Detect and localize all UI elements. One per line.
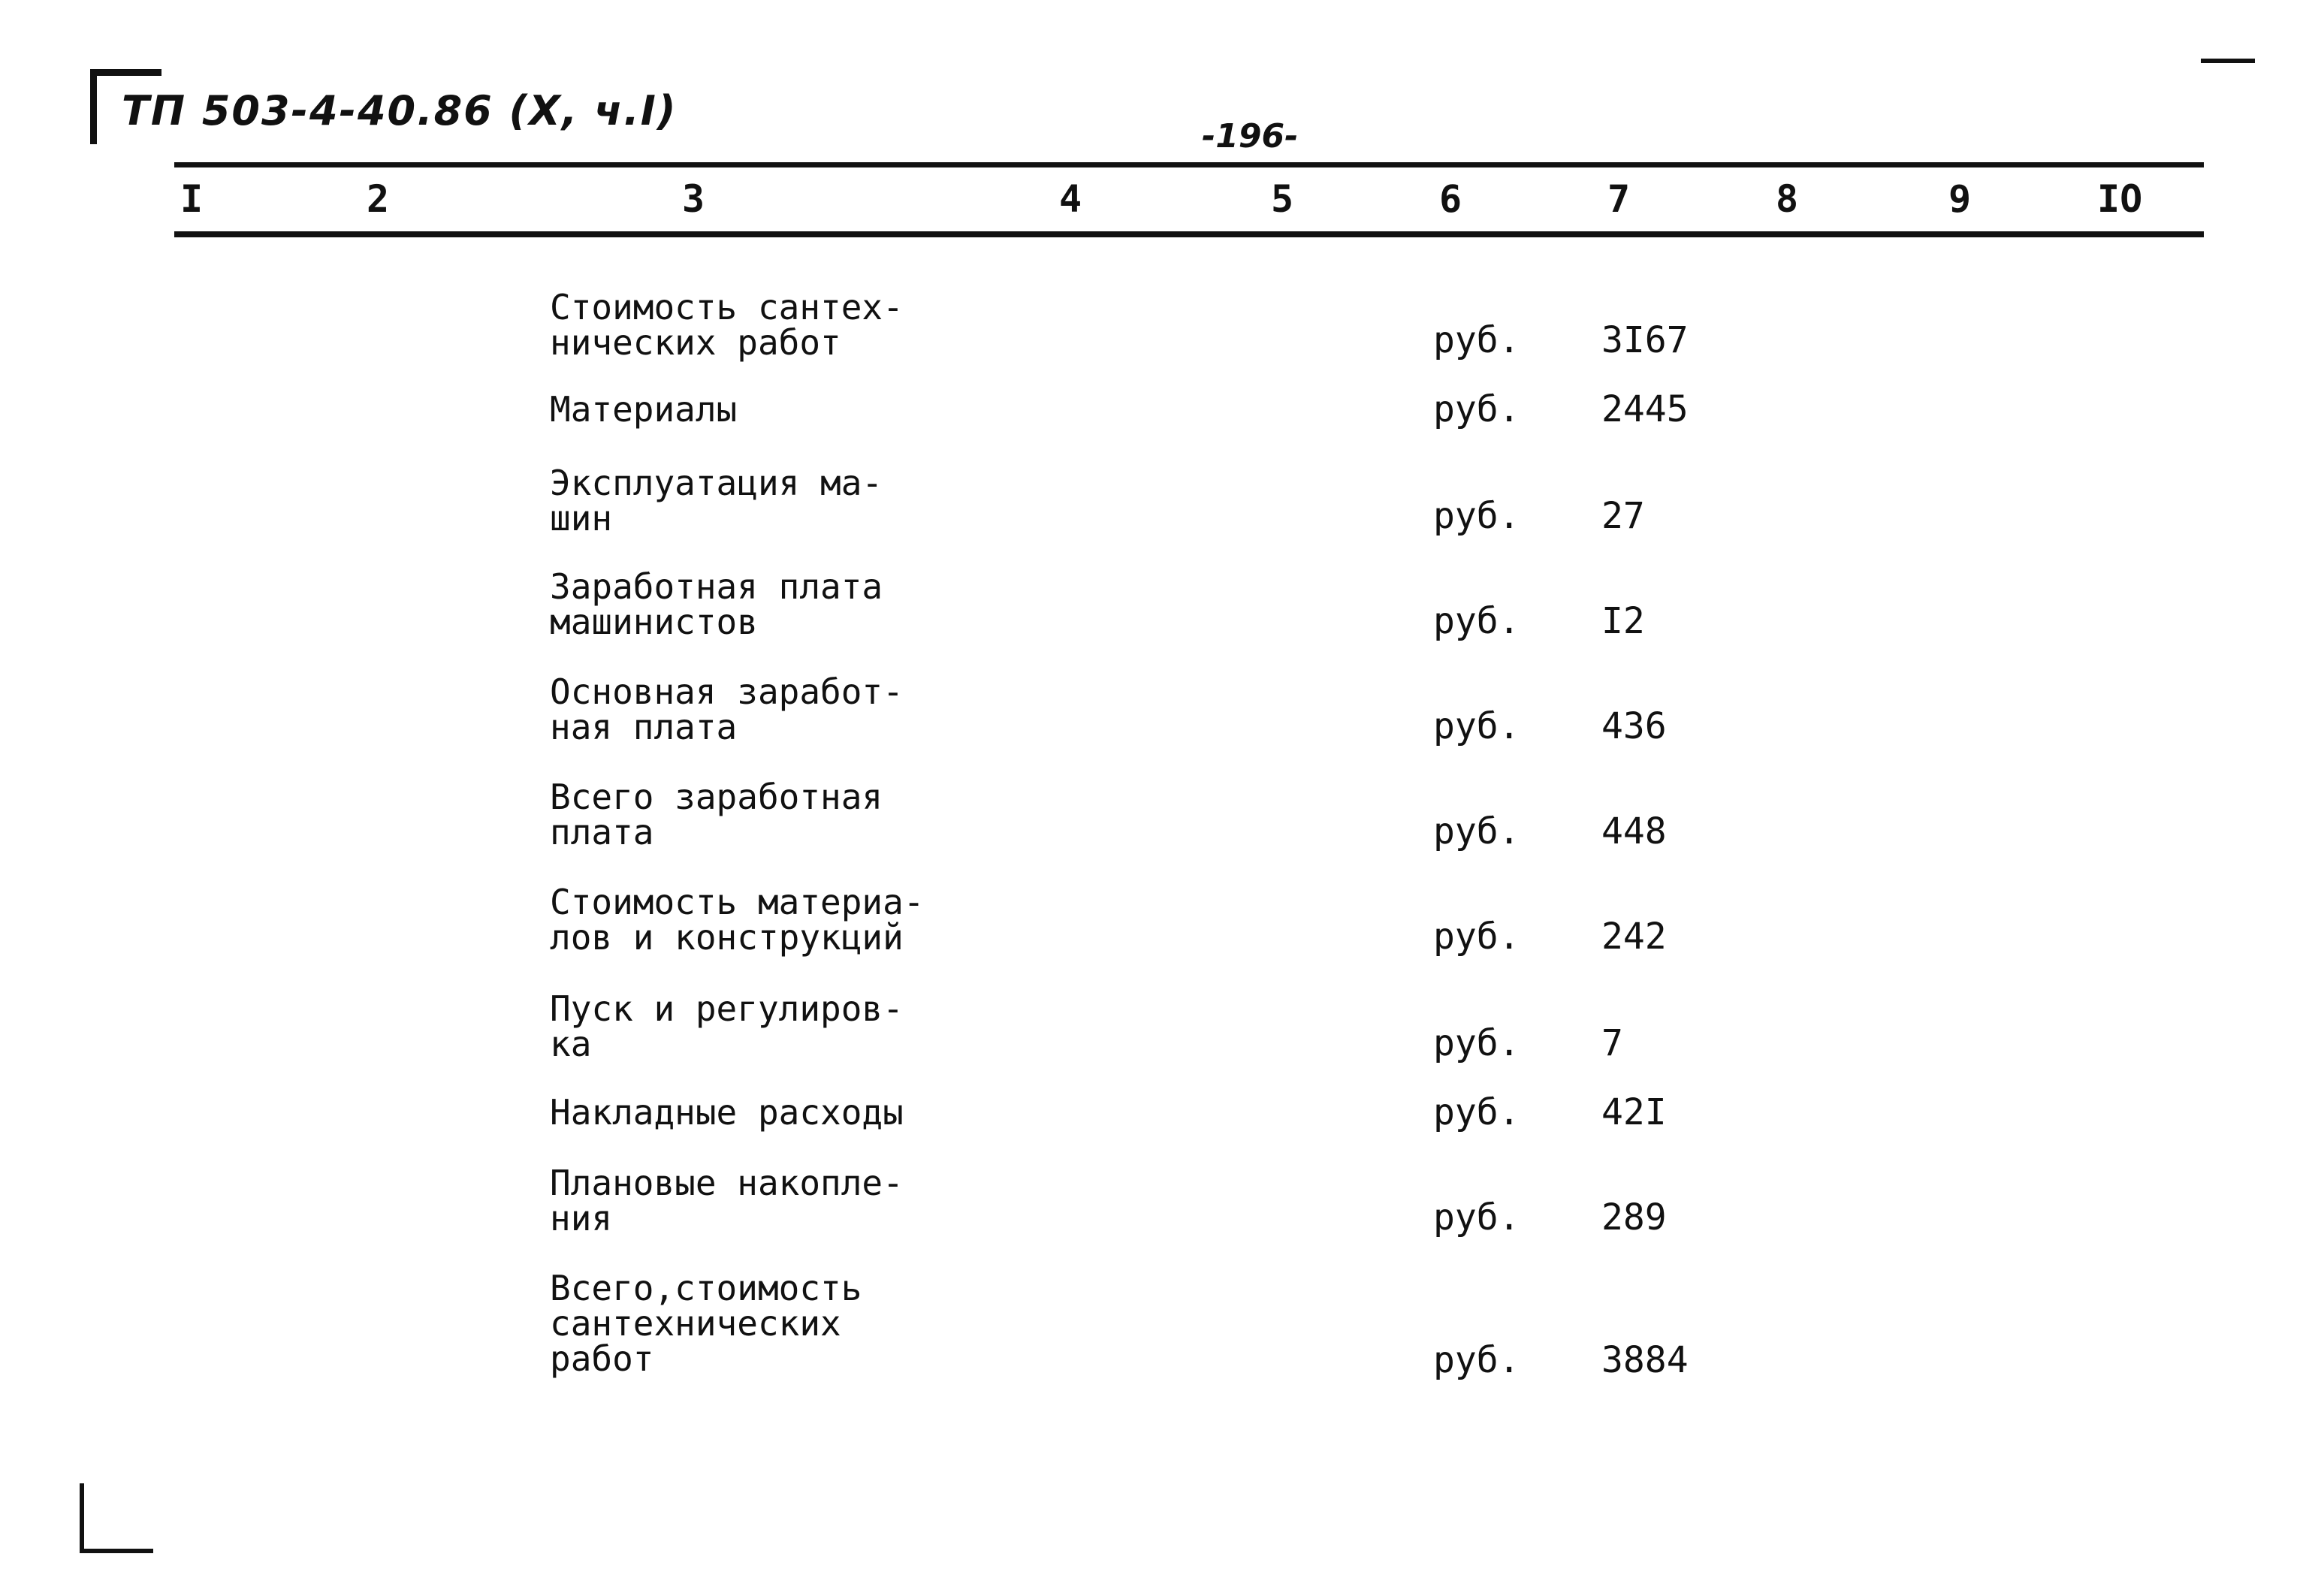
frame-corner-bottom-left xyxy=(80,1483,84,1552)
row-unit: руб. xyxy=(1433,495,1520,537)
column-number-10: IO xyxy=(2097,177,2143,221)
column-number-9: 9 xyxy=(1948,177,1972,221)
column-number-8: 8 xyxy=(1776,177,1799,221)
row-label: Накладные расходы xyxy=(550,1092,904,1133)
column-number-4: 4 xyxy=(1059,177,1082,221)
table-header-top-rule xyxy=(174,162,2204,167)
column-number-6: 6 xyxy=(1439,177,1462,221)
row-label: Эксплуатация ма- шин xyxy=(550,463,883,539)
row-value: 7 xyxy=(1601,1022,1623,1064)
column-number-5: 5 xyxy=(1271,177,1294,221)
row-unit: руб. xyxy=(1433,600,1520,642)
row-value: 436 xyxy=(1601,705,1667,747)
row-label: Всего,стоимость сантехнических работ xyxy=(550,1268,862,1379)
column-number-2: 2 xyxy=(367,177,390,221)
row-value: 27 xyxy=(1601,495,1645,537)
page-number: -196- xyxy=(1202,117,1299,155)
column-number-7: 7 xyxy=(1607,177,1631,221)
row-unit: руб. xyxy=(1433,916,1520,958)
row-unit: руб. xyxy=(1433,319,1520,361)
row-value: 42I xyxy=(1601,1091,1667,1133)
frame-mark-top-right xyxy=(2201,59,2255,63)
row-label: Заработная плата машинистов xyxy=(550,566,883,642)
row-value: 2445 xyxy=(1601,388,1689,430)
row-unit: руб. xyxy=(1433,1339,1520,1381)
row-label: Всего заработная плата xyxy=(550,777,883,852)
frame-corner-top-left xyxy=(90,69,97,144)
table-header-bottom-rule xyxy=(174,231,2204,237)
row-unit: руб. xyxy=(1433,1091,1520,1133)
row-value: 242 xyxy=(1601,916,1667,958)
row-label: Основная заработ- ная плата xyxy=(550,671,904,747)
row-value: 3I67 xyxy=(1601,319,1689,361)
row-unit: руб. xyxy=(1433,388,1520,430)
row-value: 448 xyxy=(1601,810,1667,852)
row-label: Плановые накопле- ния xyxy=(550,1163,904,1238)
row-unit: руб. xyxy=(1433,810,1520,852)
column-number-1: I xyxy=(180,177,204,221)
document-code: ТП 503-4-40.86 (Х, ч.І) xyxy=(122,87,678,134)
row-unit: руб. xyxy=(1433,1022,1520,1064)
row-value: 289 xyxy=(1601,1196,1667,1238)
frame-corner-bottom-left-bar xyxy=(80,1549,153,1553)
row-label: Стоимость материа- лов и конструкций xyxy=(550,882,925,958)
frame-corner-top-left-bar xyxy=(90,69,161,76)
row-value: 3884 xyxy=(1601,1339,1689,1381)
row-label: Стоимость сантех- нических работ xyxy=(550,287,904,363)
row-label: Материалы xyxy=(550,389,738,430)
row-unit: руб. xyxy=(1433,705,1520,747)
row-unit: руб. xyxy=(1433,1196,1520,1238)
column-number-3: 3 xyxy=(682,177,705,221)
row-value: I2 xyxy=(1601,600,1645,642)
row-label: Пуск и регулиров- ка xyxy=(550,988,904,1064)
